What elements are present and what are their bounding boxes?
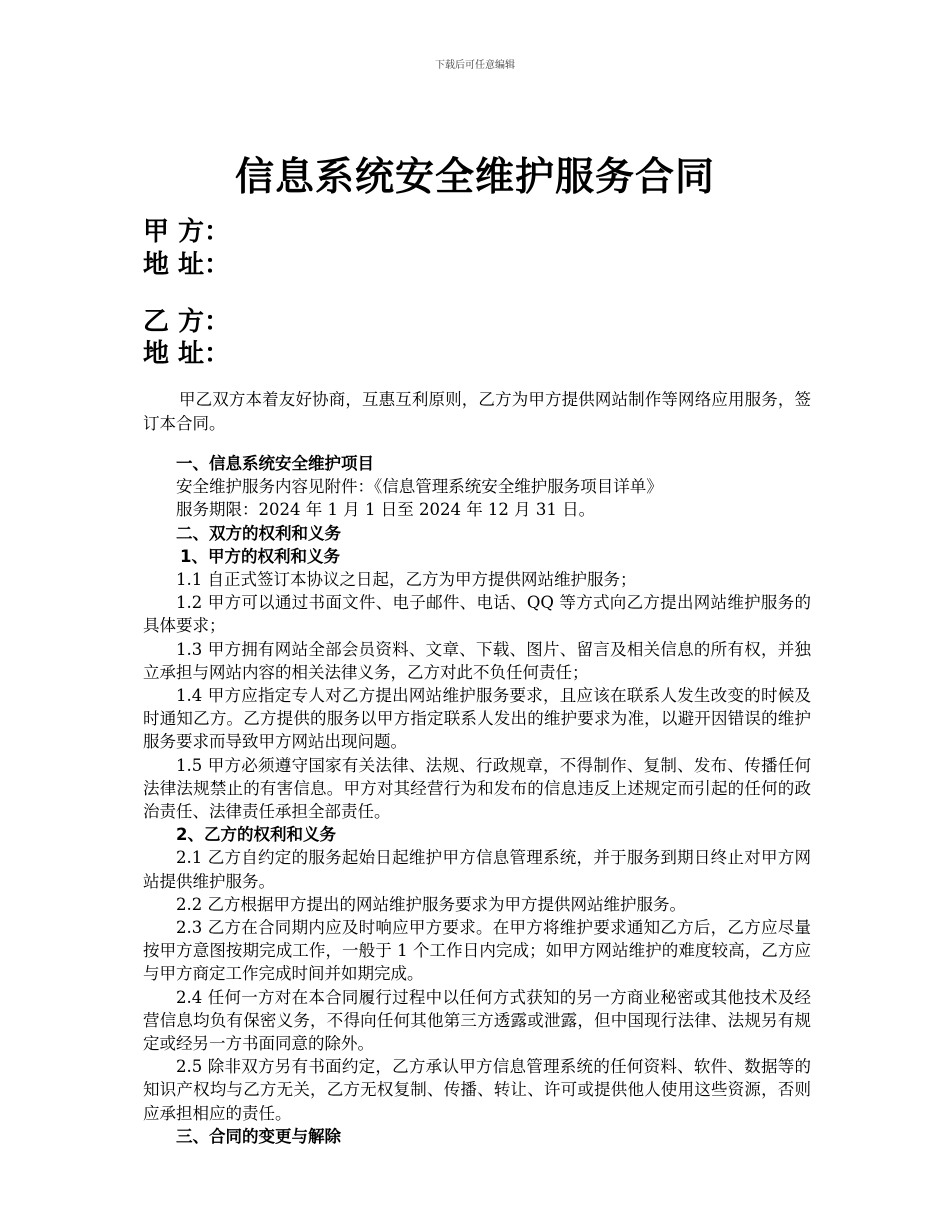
clause-1-3: 1.3 甲方拥有网站全部会员资料、文章、下载、图片、留言及相关信息的所有权，并独立承担与网站内容的相关法律义务，乙方对此不负任何责任； bbox=[143, 639, 811, 682]
clause-2-4: 2.4 任何一方对在本合同履行过程中以任何方式获知的另一方商业秘密或其他技术及经营信息均负有保密义务，不得向任何其他第三方透露或泄露，但中国现行法律、法规另有规定或经另一方书面同意的除外。 bbox=[143, 987, 811, 1054]
clause-2-5: 2.5 除非双方另有书面约定，乙方承认甲方信息管理系统的任何资料、软件、数据等的知识产权均与乙方无关，乙方无权复制、传播、转让、许可或提供他人使用这些资源，否则应承担相应的责任。 bbox=[143, 1057, 811, 1123]
section-2-heading: 二、双方的权利和义务 bbox=[176, 523, 341, 543]
clause-2-2: 2.2 乙方根据甲方提出的网站维护服务要求为甲方提供网站维护服务。 bbox=[176, 894, 686, 914]
party-b-address-label: 地 址： bbox=[143, 339, 231, 369]
section-2-1-heading: 1、甲方的权利和义务 bbox=[180, 546, 340, 566]
contract-body bbox=[143, 452, 811, 1148]
clause-1-4: 1.4 甲方应指定专人对乙方提出网站维护服务要求，且应该在联系人发生改变的时候及时通知乙方。乙方提供的服务以甲方指定联系人发出的维护要求为准，以避开因错误的维护服务要求而导致甲方网站出现问题。 bbox=[143, 686, 811, 752]
section-1-content-line: 安全维护服务内容见附件：《信息管理系统安全维护服务项目详单》 bbox=[176, 477, 663, 497]
clause-1-5: 1.5 甲方必须遵守国家有关法律、法规、行政规章，不得制作、复制、发布、传播任何法律法规禁止的有害信息。甲方对其经营行为和发布的信息违反上述规定而引起的任何的政治责任、法律责任承担全部责任。 bbox=[143, 755, 811, 822]
clause-2-3: 2.3 乙方在合同期内应及时响应甲方要求。在甲方将维护要求通知乙方后，乙方应尽量按甲方意图按期完成工作，一般于 1 个工作日内完成；如甲方网站维护的难度较高，乙方应与甲方商定工作完成时间并如期完成。 bbox=[143, 918, 811, 984]
section-1-service-period: 服务期限：2024 年 1 月 1 日至 2024 年 12 月 31 日。 bbox=[176, 500, 596, 520]
clause-1-2: 1.2 甲方可以通过书面文件、电子邮件、电话、QQ 等方式向乙方提出网站维护服务的具体要求； bbox=[143, 593, 811, 636]
section-2-2-heading: 2、乙方的权利和义务 bbox=[176, 825, 336, 845]
party-a-address-label: 地 址： bbox=[143, 250, 231, 280]
section-3-heading: 三、合同的变更与解除 bbox=[176, 1126, 341, 1146]
party-b-label: 乙 方： bbox=[143, 307, 231, 337]
intro-paragraph: 甲乙双方本着友好协商，互惠互利原则，乙方为甲方提供网站制作等网络应用服务，签订本合同。 bbox=[143, 390, 811, 433]
page-header-note: 下载后可任意编辑 bbox=[435, 60, 515, 71]
clause-2-1: 2.1 乙方自约定的服务起始日起维护甲方信息管理系统，并于服务到期日终止对甲方网站提供维护服务。 bbox=[143, 848, 811, 891]
section-1-heading: 一、信息系统安全维护项目 bbox=[176, 454, 374, 473]
document-title: 信息系统安全维护服务合同 bbox=[234, 155, 715, 200]
clause-1-1: 1.1 自正式签订本协议之日起，乙方为甲方提供网站维护服务； bbox=[176, 570, 637, 590]
party-a-label: 甲 方： bbox=[143, 217, 231, 247]
